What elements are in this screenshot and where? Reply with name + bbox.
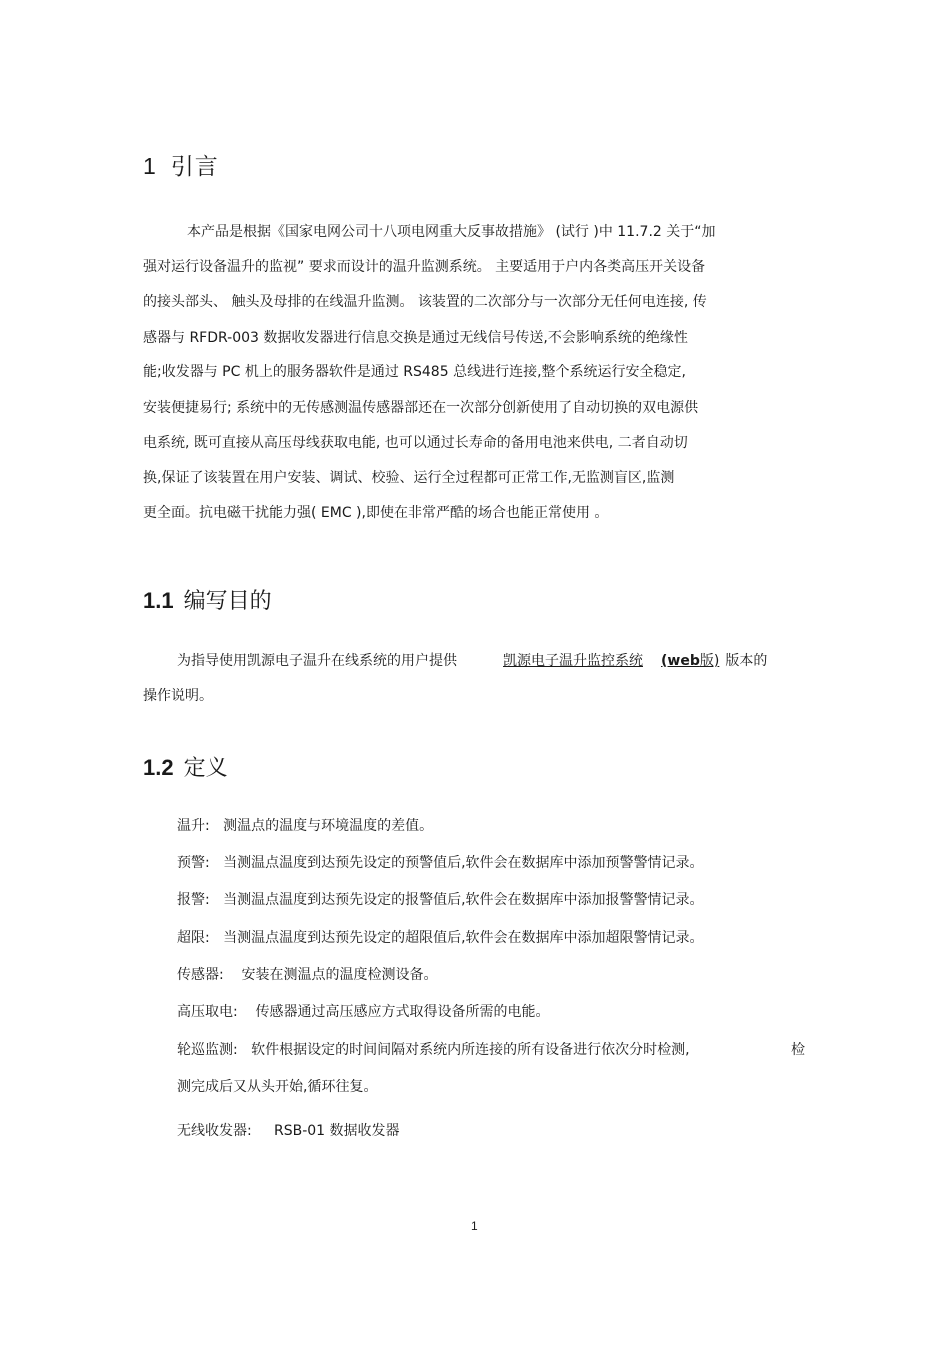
section-heading-1 bbox=[143, 148, 219, 181]
definition-item bbox=[177, 1002, 550, 1022]
intro-line-3: 的接头部头、 触头及母排的在线温升监测。 该装置的二次部分与一次部分无任何电连接, 传 bbox=[143, 294, 707, 310]
section-number: 1.1 bbox=[143, 588, 174, 613]
system-web-text: (web bbox=[661, 653, 700, 669]
intro-line-1: 本产品是根据《国家电网公司十八项电网重大反事故措施》 (试行 )中 11.7.2 关于“加 bbox=[187, 224, 716, 240]
section-heading-1-2 bbox=[143, 751, 228, 782]
definition-item bbox=[177, 1121, 400, 1141]
definition-item bbox=[177, 890, 704, 910]
intro-line-9: 更全面。抗电磁干扰能力强( EMC ),即使在非常严酷的场合也能正常使用 。 bbox=[143, 505, 609, 521]
definition-item bbox=[177, 816, 433, 836]
definition-continuation: 检 bbox=[791, 1042, 805, 1058]
definition-desc: 软件根据设定的时间间隔对系统内所连接的所有设备进行依次分时检测, bbox=[251, 1042, 690, 1058]
page-number: 1 bbox=[471, 1219, 478, 1233]
section-number: 1 bbox=[143, 153, 157, 179]
intro-line-2: 强对运行设备温升的监视” 要求而设计的温升监测系统。 主要适用于户内各类高压开关设备 bbox=[143, 259, 706, 275]
definition-desc: 测温点的温度与环境温度的差值。 bbox=[223, 818, 434, 834]
system-name-link bbox=[503, 653, 719, 669]
system-name-text: 凯源电子温升监控系统 bbox=[503, 653, 643, 669]
definition-term: 传感器: bbox=[177, 967, 224, 983]
section-title: 引言 bbox=[170, 154, 219, 180]
purpose-line-2: 操作说明。 bbox=[143, 688, 213, 704]
system-version-text: 版) bbox=[699, 653, 720, 669]
definition-desc: 当测温点温度到达预先设定的超限值后,软件会在数据库中添加超限警情记录。 bbox=[223, 930, 704, 946]
intro-line-5: 能;收发器与 PC 机上的服务器软件是通过 RS485 总线进行连接,整个系统运行安全稳定, bbox=[143, 364, 686, 380]
definition-term: 报警: bbox=[177, 892, 210, 908]
definition-term: 轮巡监测: bbox=[177, 1042, 238, 1058]
section-heading-1-1 bbox=[143, 584, 272, 615]
purpose-prefix: 为指导使用凯源电子温升在线系统的用户提供 bbox=[177, 653, 457, 669]
definition-term: 温升: bbox=[177, 818, 210, 834]
definition-item bbox=[177, 1040, 690, 1060]
definition-desc: 当测温点温度到达预先设定的报警值后,软件会在数据库中添加报警警情记录。 bbox=[223, 892, 704, 908]
definition-term: 高压取电: bbox=[177, 1004, 238, 1020]
purpose-line-1 bbox=[177, 651, 767, 671]
definition-term: 无线收发器: bbox=[177, 1123, 252, 1139]
definition-item bbox=[177, 965, 438, 985]
definition-desc: 当测温点温度到达预先设定的预警值后,软件会在数据库中添加预警警情记录。 bbox=[223, 855, 704, 871]
definition-term: 超限: bbox=[177, 930, 210, 946]
section-title: 编写目的 bbox=[183, 589, 272, 614]
intro-line-6: 安装便捷易行; 系统中的无传感测温传感器部还在一次部分创新使用了自动切换的双电源供 bbox=[143, 400, 699, 416]
definition-desc: 安装在测温点的温度检测设备。 bbox=[241, 967, 438, 983]
definition-term: 预警: bbox=[177, 855, 210, 871]
definition-item bbox=[177, 928, 704, 948]
section-title: 定义 bbox=[183, 756, 228, 781]
intro-line-7: 电系统, 既可直接从高压母线获取电能, 也可以通过长寿命的备用电池来供电, 二者自动切 bbox=[143, 435, 688, 451]
purpose-suffix: 版本的 bbox=[725, 653, 768, 669]
definition-desc: 传感器通过高压感应方式取得设备所需的电能。 bbox=[255, 1004, 550, 1020]
definition-desc: RSB-01 数据收发器 bbox=[273, 1123, 400, 1139]
intro-line-4: 感器与 RFDR-003 数据收发器进行信息交换是通过无线信号传送,不会影响系统的绝缘性 bbox=[143, 330, 688, 346]
definition-item bbox=[177, 853, 704, 873]
section-number: 1.2 bbox=[143, 755, 174, 780]
definition-continuation: 测完成后又从头开始,循环往复。 bbox=[177, 1079, 378, 1095]
intro-line-8: 换,保证了该装置在用户安装、调试、校验、运行全过程都可正常工作,无监测盲区,监测 bbox=[143, 470, 675, 486]
